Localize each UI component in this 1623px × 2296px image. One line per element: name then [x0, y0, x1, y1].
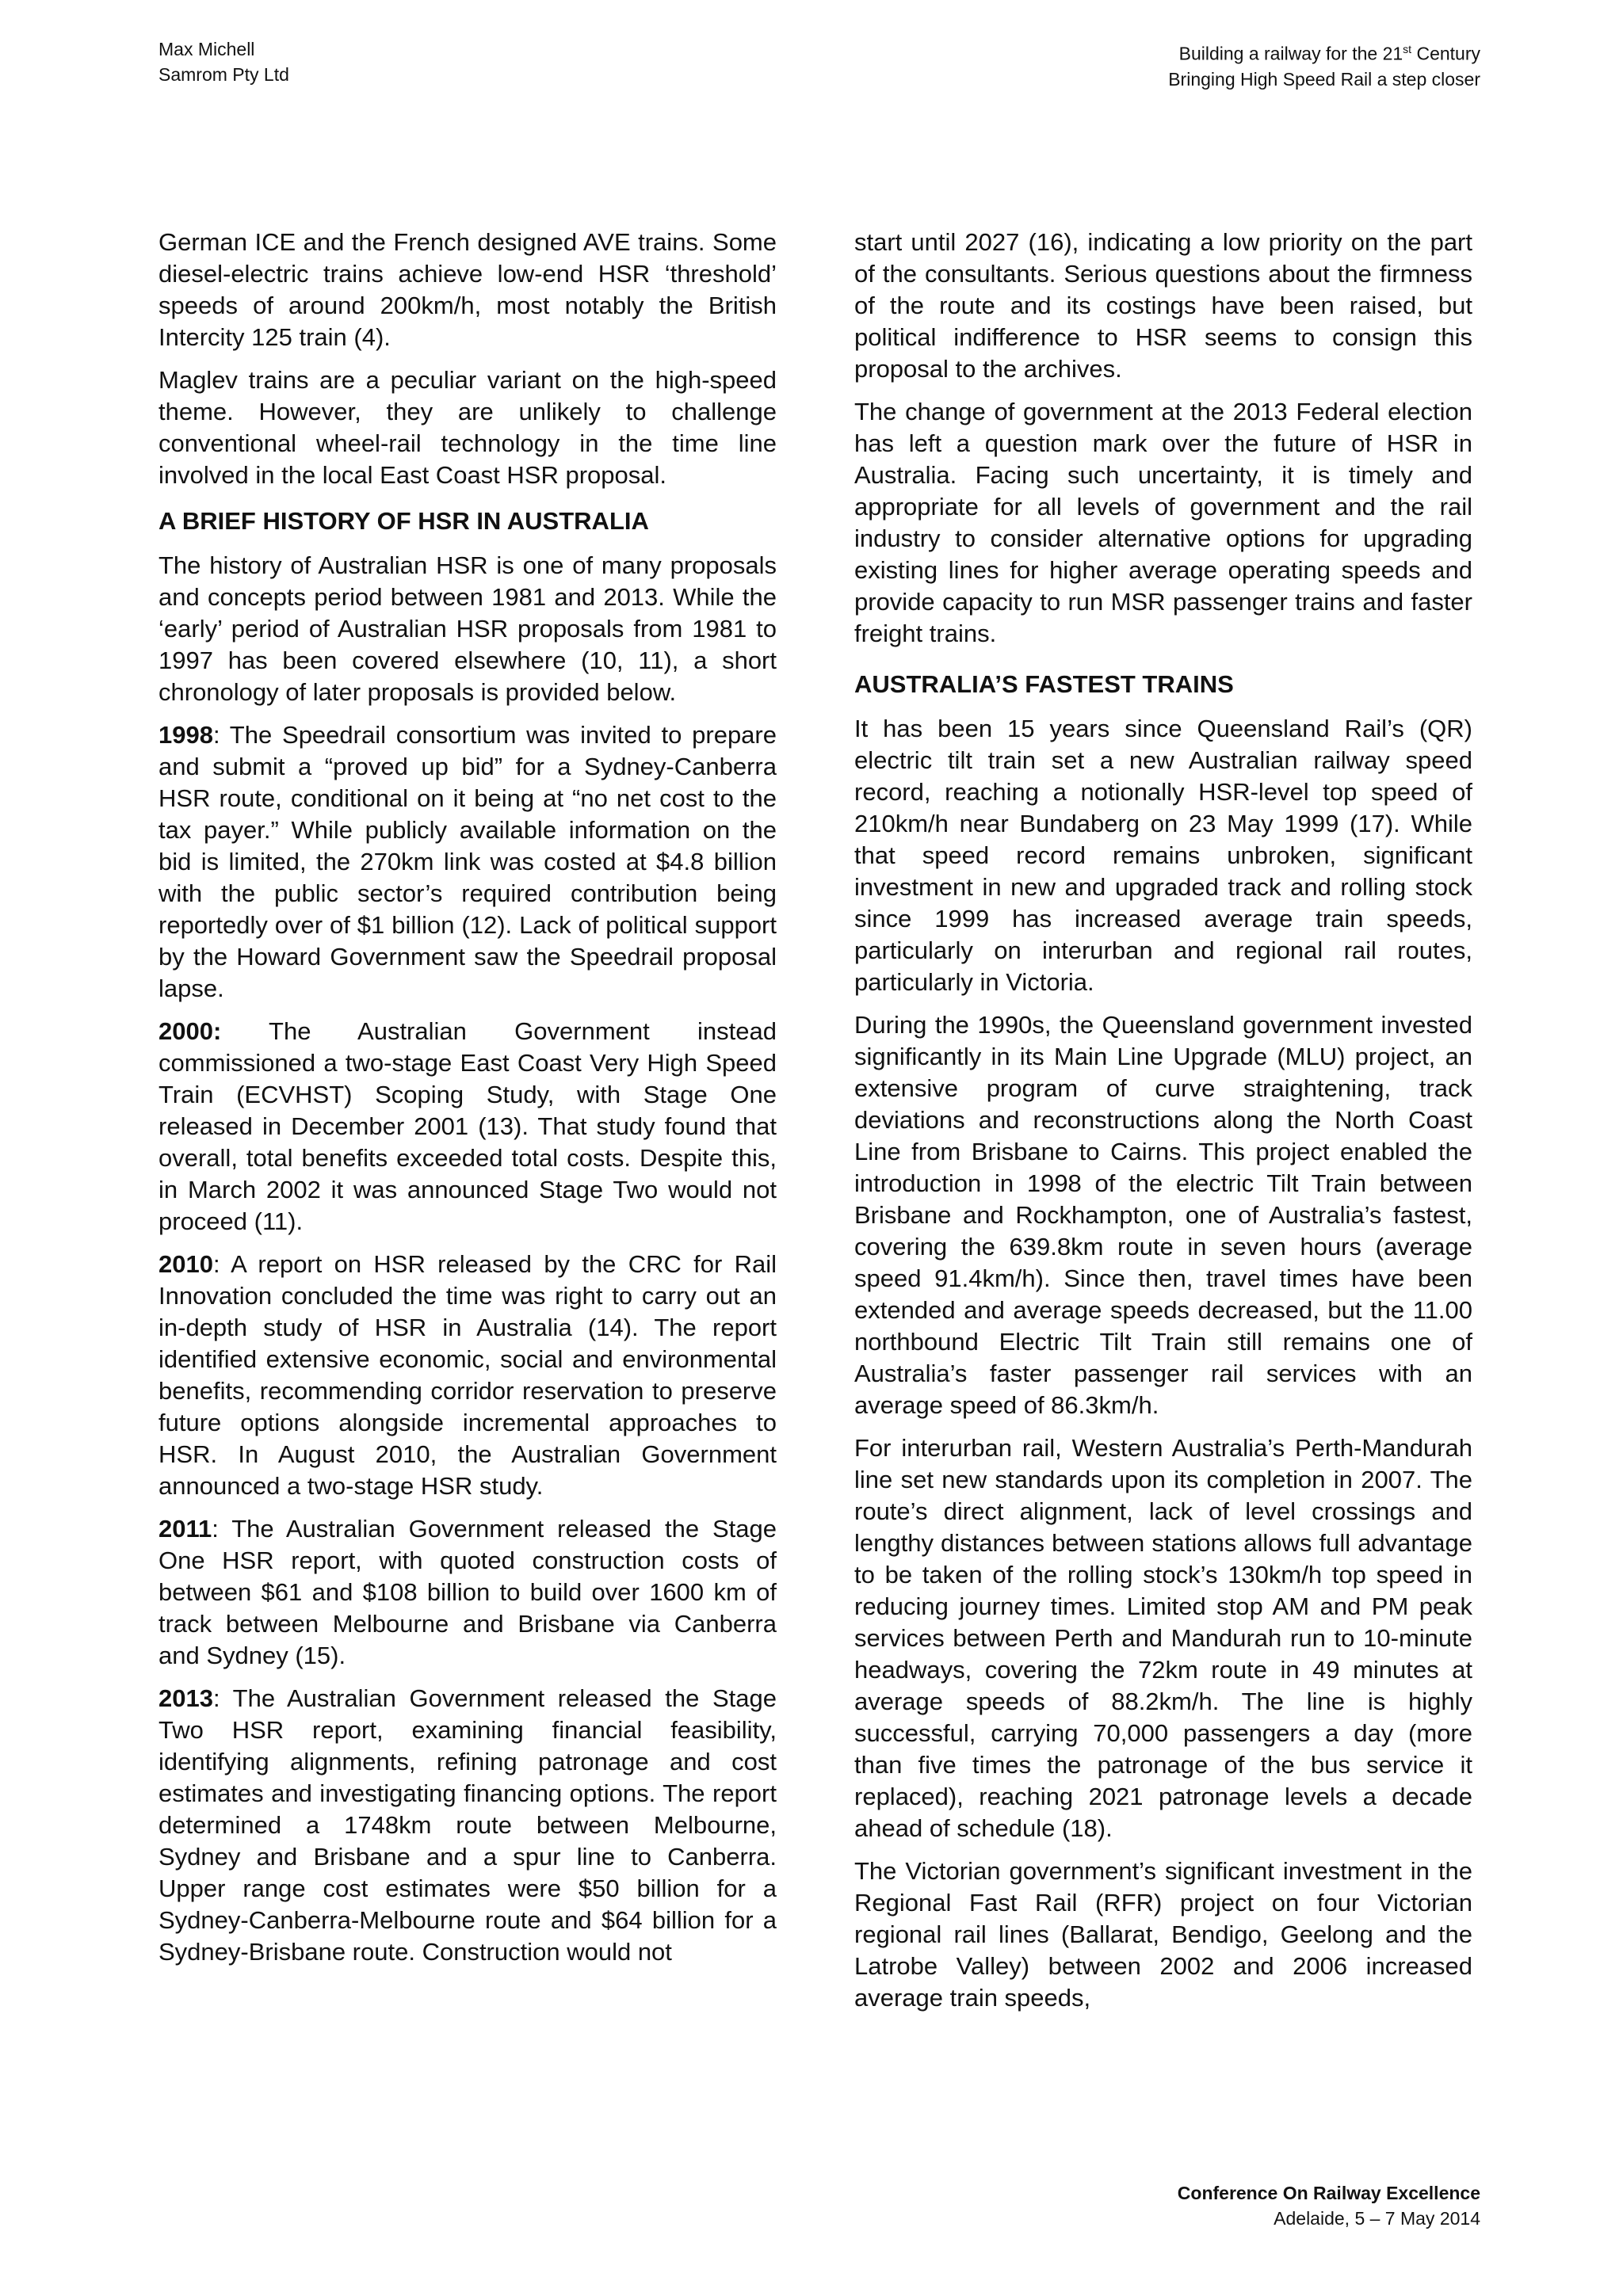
paragraph: During the 1990s, the Queensland government invested significantly in its Main Line Upgrade (MLU) project, an extensive program of curve straightening, track deviations and reconstructions along the North Coast Line from Brisbane to Cairns. This project enabled the introduction in 1998 of the electric Tilt Train between Brisbane and Rockhampton, one of Australia’s fastest, covering the 639.8km route in seven hours (average speed 91.4km/h). Since then, travel times have been extended and average speeds decreased, but the 11.00 northbound Electric Tilt Train still remains one of Australia’s faster passenger rail services with an average speed of 86.3km/h. [854, 1011, 1472, 1419]
left-column [158, 227, 777, 1979]
chronology-text: : The Australian Government released the Stage One HSR report, with quoted construction costs of between $61 and $108 billion to build over 1600 km of track between Melbourne and Brisbane via Canberra and Sydney (15). [158, 1515, 777, 1669]
paragraph: It has been 15 years since Queensland Rail’s (QR) electric tilt train set a new Australian railway speed record, reaching a notionally HSR-level top speed of 210km/h near Bundaberg on 23 May 1999 (17). While that speed record remains unbroken, significant investment in new and upgraded track and rolling stock since 1999 has increased average train speeds, particularly on interurban and regional rail routes, particularly in Victoria. [854, 715, 1472, 996]
chronology-text: : A report on HSR released by the CRC for Rail Innovation concluded the time was right to carry out an in-depth study of HSR in Australia (14). The report identified extensive economic, social and environmental benefits, recommending corridor reservation to preserve future options alongside incremental approaches to HSR. In August 2010, the Australian Government announced a two-stage HSR study. [158, 1250, 777, 1500]
chronology-year: 1998 [158, 721, 213, 749]
chronology-text: The Australian Government instead commissioned a two-stage East Coast Very High Speed Train (ECVHST) Scoping Study, with Stage One released in December 2001 (13). That study found that overall, total benefits exceeded total costs. Despite this, in March 2002 it was announced Stage Two would not proceed (11). [158, 1017, 777, 1235]
chronology-year: 2000: [158, 1017, 222, 1045]
chronology-entry-2000 [158, 1016, 777, 1238]
chronology-year: 2010 [158, 1250, 213, 1278]
document-title [1168, 36, 1480, 67]
page-footer [1178, 2180, 1480, 2231]
chronology-year: 2011 [158, 1515, 212, 1543]
chronology-entry-2010 [158, 1249, 777, 1502]
chronology-entry-2011 [158, 1513, 777, 1672]
document-title-prefix: Building a railway for the 21 [1178, 43, 1403, 64]
paragraph: start until 2027 (16), indicating a low priority on the part of the consultants. Serious questions about the firmness of the route and its costings have been raised, but political indifference to HSR seems to consign this proposal to the archives. [854, 228, 1472, 383]
paragraph: German ICE and the French designed AVE trains. Some diesel-electric trains achieve low-end HSR ‘threshold’ speeds of around 200km/h, most notably the British Intercity 125 train (4). [158, 228, 777, 351]
paragraph: For interurban rail, Western Australia’s Perth-Mandurah line set new standards upon its completion in 2007. The route’s direct alignment, lack of level crossings and lengthy distances between stations allows full advantage to be taken of the rolling stock’s 130km/h top speed in reducing journey times. Limited stop AM and PM peak services between Perth and Mandurah run to 10-minute headways, covering the 72km route in 49 minutes at average speeds of 88.2km/h. The line is highly successful, carrying 70,000 passengers a day (more than five times the patronage of the bus service it replaced), reaching 2021 patronage levels a decade ahead of schedule (18). [854, 1434, 1472, 1842]
paragraph: The change of government at the 2013 Federal election has left a question mark over the future of HSR in Australia. Facing such uncertainty, it is timely and appropriate for all levels of government and the rail industry to consider alternative options for upgrading existing lines for higher average operating speeds and provide capacity to run MSR passenger trains and faster freight trains. [854, 398, 1472, 647]
chronology-text: : The Australian Government released the Stage Two HSR report, examining financial feasibility, identifying alignments, refining patronage and cost estimates and investigating financing options. The report determined a 1748km route between Melbourne, Sydney and Brisbane and a spur line to Canberra. Upper range cost estimates were $50 billion for a Sydney-Canberra-Melbourne route and $64 billion for a Sydney-Brisbane route. Construction would not [158, 1684, 777, 1966]
conference-location-date: Adelaide, 5 – 7 May 2014 [1274, 2208, 1480, 2229]
company-name: Samrom Pty Ltd [158, 64, 289, 85]
document-subtitle: Bringing High Speed Rail a step closer [1168, 68, 1480, 90]
chronology-year: 2013 [158, 1684, 213, 1712]
conference-name: Conference On Railway Excellence [1177, 2183, 1480, 2203]
author-name: Max Michell [158, 39, 255, 59]
right-column [854, 227, 1472, 2025]
page-header-left [158, 36, 289, 87]
paragraph: The history of Australian HSR is one of many proposals and concepts period between 1981 and 2013. While the ‘early’ period of Australian HSR proposals from 1981 to 1997 has been covered elsewhere (10, 11), a short chronology of later proposals is provided below. [158, 551, 777, 706]
chronology-entry-2013 [158, 1683, 777, 1968]
chronology-text: : The Speedrail consortium was invited to prepare and submit a “proved up bid” for a Sydney-Canberra HSR route, conditional on it being at “no net cost to the tax payer.” While publicly available information on the bid is limited, the 270km link was costed at $4.8 billion with the public sector’s required contribution being reportedly over of $1 billion (12). Lack of political support by the Howard Government saw the Speedrail proposal lapse. [158, 721, 777, 1002]
chronology-entry-1998 [158, 719, 777, 1005]
paragraph: The Victorian government’s significant investment in the Regional Fast Rail (RFR) project on four Victorian regional rail lines (Ballarat, Bendigo, Geelong and the Latrobe Valley) between 2002 and 2006 increased average train speeds, [854, 1857, 1472, 2012]
section-heading-history: A BRIEF HISTORY OF HSR IN AUSTRALIA [158, 507, 649, 535]
paragraph: Maglev trains are a peculiar variant on the high-speed theme. However, they are unlikely to challenge conventional wheel-rail technology in the time line involved in the local East Coast HSR proposal. [158, 366, 777, 489]
section-heading-fastest-trains: AUSTRALIA’S FASTEST TRAINS [854, 670, 1234, 698]
document-title-superscript: st [1403, 43, 1412, 55]
document-title-suffix: Century [1411, 43, 1480, 64]
page-header-right [1168, 36, 1480, 92]
